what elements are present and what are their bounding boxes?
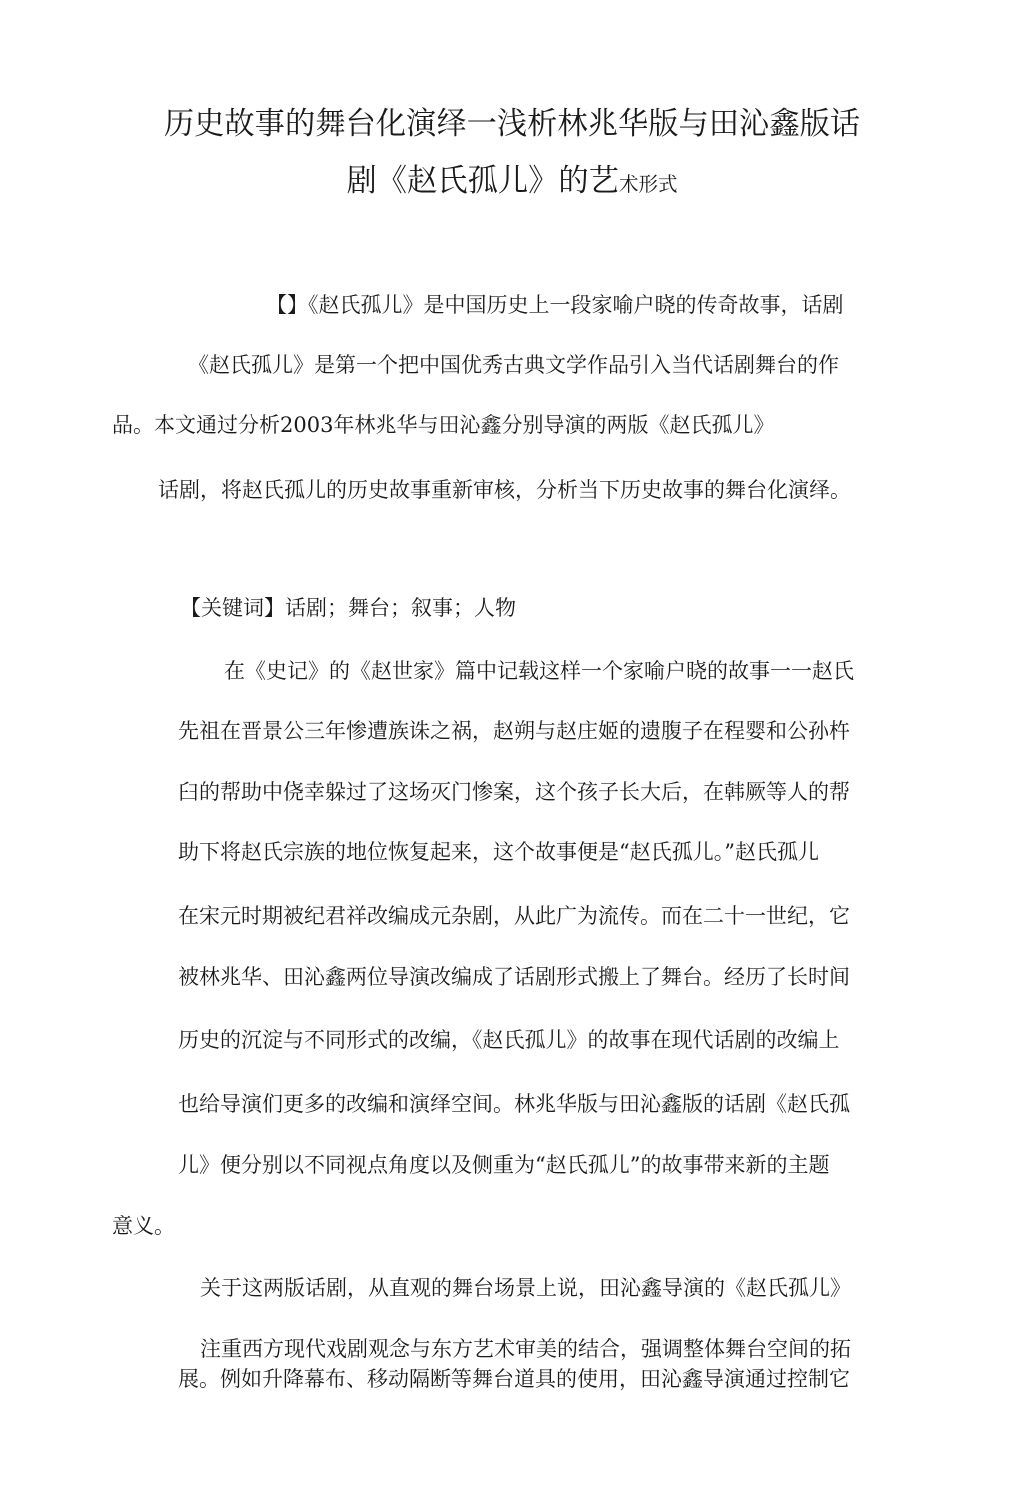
paragraph1-line-7: 历史的沉淀与不同形式的改编，《赵氏孤儿》的故事在现代话剧的改编上 xyxy=(178,1028,840,1052)
paragraph1-line-3: 臼的帮助中侥幸躲过了这场灭门惨案，这个孩子长大后，在韩厥等人的帮 xyxy=(178,780,850,804)
paragraph1-line-8: 也给导演们更多的改编和演绎空间。林兆华版与田沁鑫版的话剧《赵氏孤 xyxy=(178,1092,850,1116)
paragraph1-line-5: 在宋元时期被纪君祥改编成元杂剧，从此广为流传。而在二十一世纪，它 xyxy=(178,904,850,928)
paragraph1-line-4: 助下将赵氏宗族的地位恢复起来，这个故事便是“赵氏孤儿。”赵氏孤儿 xyxy=(178,840,819,864)
abstract-line-3: 品。本文通过分析2003年林兆华与田沁鑫分别导演的两版《赵氏孤儿》 xyxy=(112,413,775,437)
title-line-2 xyxy=(12,163,1012,200)
paragraph1-line-6: 被林兆华、田沁鑫两位导演改编成了话剧形式搬上了舞台。经历了长时间 xyxy=(178,965,850,989)
title-line-1: 历史故事的舞台化演绎一浅析林兆华版与田沁鑫版话 xyxy=(163,106,861,142)
paragraph1-line-1: 在《史记》的《赵世家》篇中记载这样一个家喻户晓的故事一一赵氏 xyxy=(224,659,854,683)
abstract-line-4: 话剧，将赵氏孤儿的历史故事重新审核，分析当下历史故事的舞台化演绎。 xyxy=(158,478,851,502)
paragraph2-line-2: 注重西方现代戏剧观念与东方艺术审美的结合，强调整体舞台空间的拓 xyxy=(200,1337,851,1361)
title-line-2-small: 术形式 xyxy=(618,172,678,196)
paragraph1-line-10: 意义。 xyxy=(112,1214,175,1238)
paragraph1-line-2: 先祖在晋景公三年惨遭族诛之祸，赵朔与赵庄姬的遗腹子在程婴和公孙杵 xyxy=(178,719,850,743)
paragraph1-line-9: 儿》便分别以不同视点角度以及侧重为“赵氏孤儿”的故事带来新的主题 xyxy=(178,1153,830,1177)
abstract-line-1: 【】《赵氏孤儿》是中国历史上一段家喻户晓的传奇故事，话剧 xyxy=(266,293,844,317)
title-line-2-main: 剧《赵氏孤儿》的艺 xyxy=(346,163,619,199)
paragraph2-line-1: 关于这两版话剧，从直观的舞台场景上说，田沁鑫导演的《赵氏孤儿》 xyxy=(200,1276,851,1300)
keywords-line: 【关键词】话剧；舞台；叙事；人物 xyxy=(180,596,516,620)
abstract-line-2: 《赵氏孤儿》是第一个把中国优秀古典文学作品引入当代话剧舞台的作 xyxy=(188,353,839,377)
paragraph2-line-3: 展。例如升降幕布、移动隔断等舞台道具的使用，田沁鑫导演通过控制它 xyxy=(178,1367,850,1391)
